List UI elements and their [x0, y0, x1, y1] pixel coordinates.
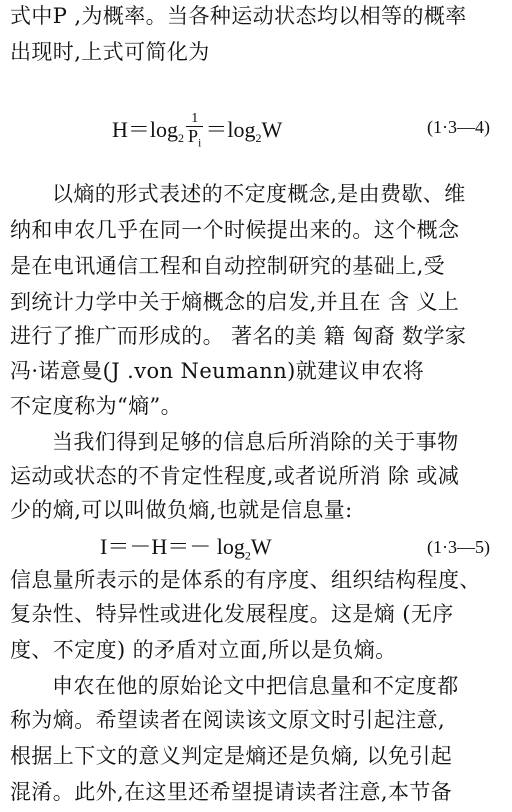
fraction-denominator [186, 127, 203, 152]
text-line: 称为熵。希望读者在阅读该文原文时引起注意, [10, 708, 446, 732]
denominator-var: P [188, 126, 199, 146]
fraction-numerator: 1 [186, 112, 203, 127]
text-line: 出现时,上式可简化为 [10, 40, 210, 64]
text-line: 进行了推广而形成的。 著名的美 籍 匈裔 数学家 [10, 324, 467, 348]
equation-rhs: ＝log [205, 116, 256, 142]
text-line: 纳和申农几乎在同一个时候提出来的。这个概念 [10, 218, 460, 242]
text-line: 申农在他的原始论文中把信息量和不定度都 [52, 674, 459, 698]
equation-expression: I＝－H＝－ log [100, 534, 245, 559]
equation-lhs: H＝log [112, 116, 179, 142]
text-line: 根据上下文的意义判定是熵还是负熵, 以免引起 [10, 744, 453, 768]
text-line: 信息量所表示的是体系的有序度、组织结构程度、 [10, 568, 481, 592]
equation-number: (1·3—5) [427, 537, 490, 557]
equation-var: W [261, 116, 283, 142]
log-base: 2 [244, 548, 251, 563]
text-line: 少的熵,可以叫做负熵,也就是信息量: [10, 498, 353, 522]
equation-body [100, 532, 272, 570]
equation-number: (1·3—4) [427, 117, 490, 137]
equation-var: W [250, 534, 272, 559]
denominator-sub: i [198, 135, 202, 150]
equation-body [112, 112, 282, 153]
log-base: 2 [178, 131, 185, 146]
text-line: 到统计力学中关于熵概念的启发,并且在 含 义上 [10, 290, 460, 314]
text-line: 不定度称为“熵”。 [10, 394, 183, 418]
text-line: 度、不定度) 的矛盾对立面,所以是负熵。 [10, 638, 397, 662]
text-line: 冯·诺意曼(J .von Neumann)就建议申农将 [10, 359, 425, 383]
text-line: 当我们得到足够的信息后所消除的关于事物 [52, 430, 459, 454]
text-line: 以熵的形式表述的不定度概念,是由费歇、维 [52, 182, 466, 206]
text-line: 是在电讯通信工程和自动控制研究的基础上,受 [10, 254, 446, 278]
log-base: 2 [255, 131, 262, 146]
text-line: 混淆。此外,在这里还希望提请读者注意,本节备 [10, 780, 453, 804]
text-line: 式中P ,为概率。当各种运动状态均以相等的概率 [10, 4, 467, 28]
text-line: 复杂性、特异性或进化发展程度。这是熵 (无序 [10, 602, 454, 626]
fraction [186, 112, 203, 152]
text-line: 运动或状态的不肯定性程度,或者说所消 除 或减 [10, 464, 460, 488]
